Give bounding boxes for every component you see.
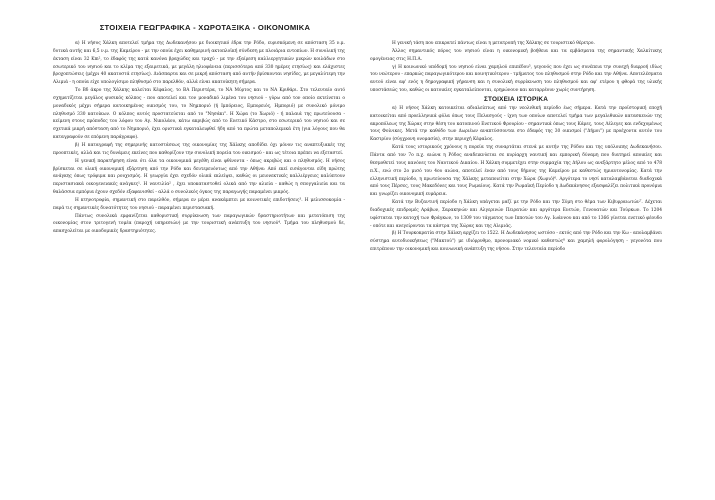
- paragraph: Κατά την Βυζαντινή περίοδο η Χάλκη υπάγεται μαζί με την Ρόδο και την Σύμη στο θέμα των Κιβυρραιωτών⁷. Δέχεται διαδοχικές επιδρομές Αράβων, Σαρακηνών και Αλγερινών Πειρατών και αργότερα Ενετών, Γενουατών και Τούρκων. Το 1204 υφίσταται την κατοχή των Φράγκων, το 1309 του τάγματος των Ιπποτών του Αγ. Ιωάννου και από το 1366 γίνεται ενετικό φέουδο - οπότε και ανεγείρονται τα κάστρα της Χώρας και της Αλιμιάς.: [370, 200, 662, 229]
- paragraph: α) Η νήσος Χάλκη αποτελεί τμήμα της Δωδεκανήσου με διοικητικό έδρα την Ρόδο, ευρισκόμενη σε απόσταση 35 ν.μ. δυτικά αυτής και 6,5 ν.μ. της Καμείρου - με την οποία έχει καθημερινή ακτοπλοϊκή σύνδεση με πλοιάρια εντοπίων. Η συνολική της έκταση είναι 32 Km², το έδαφός της κατά κανόνα βραχώδες και τραχύ - με την εξαίρεση καλλιεργητικών μικρών κοιλάδων στο εσωτερικό του νησιού και το κλίμα της εξαιρετικά, με μεγάλη ηλιοφάνεια (περισσότερα από 330 ημέρες ετησίως) και ελάχιστες βροχοπτώσεις (μέχρι 40 ακατοστά ετησίως). Διάσπαρτα και σε μικρή απόσταση από αυτήν βρίσκονται νησίδες, με μεγαλύτερη την Αλιμιά - η οποία είχε υπολογίσιμο πληθυσμό στο παρελθόν, αλλά είναι ακατοίκητη σήμερα.: [53, 41, 345, 86]
- paragraph: β) Η καταγραφή της σημερινής κατοστάσεως της οικονομίας της Χάλκης αποδίδει όχι μόνον τις αναπτυξιακές της προοπτικές, αλλά και τις δυνάμεις εκείνες που καθορίζουν την συνολική πορεία του οικισμού - και ως τέτοια πρέπει να εξεταστεί.: [53, 142, 345, 156]
- paragraph: Η γενική παρατήρηση είναι ότι όλα τα οικονομικά μεγέθη είναι φθίνοντα - όπως ακριβώς και ο πληθυσμός. Η νήσος βρίσκεται σε ολική οικονομική εξάρτηση από την Ρόδο και δευτερευόντως από την Αθήνα: Από εκεί εισάγονται είδη πρώτης ανάγκης όπως τρόφιμα και ρουχισμός. Η γεωργία έχει σχεδόν ολικά εκλείψει, καθώς οι μειονεκτικές καλλιέργειες καλύπτουν περιστασιακά οικογενειακές ανάγκες¹. Η ναυτιλία² , έχει υποκαταστοθεί ολικά από την αλιεία - καθώς η σπογγαλιεία και τα θαλάσσια εμπόρια έχουν σχεδόν εξαφανισθεί - αλλά ο συνολικός όγκος της παραγωγής παραμένει μικρός.: [53, 158, 345, 196]
- section-heading: ΣΤΟΙΧΕΙΑ ΙΣΤΟΡΙΚΑ: [483, 95, 549, 103]
- paragraph: Κατά τους ιστορικούς χρόνους η πορεία της συναρτάται στενά με αυτήν της Ρόδου και της υπόλοιπης Δωδεκανήσου. Πάντα από τον 7ο π.χ. αιώνα η Ρόδος αναδεικνύεται σε κυρίαρχη ναυτική και εμπορική δύναμη που διατηρεί αποικίες και θεσμοθετεί τους κανόνες του Ναυτικού Δικαίου. Η Χάλκη συμμετέχει στην συμμαχία της Δήλου ως ανεξάρτητο μέλος από το 478 π.Χ., ενώ στο 2ο μισό του 4ου αιώνα, αποτελεί έναν από τους δήμους της Καμείρου με καθεστώς ημιαυτονομίας. Κατά την ελληνιστική περίοδο, η πρωτεύουσα της Χάλκης μεταποιείται στην Χώρα (Χωριό)⁶. Αργότερα το νησί καταλαμβάνεται διαδοχικά από τους Πέρσες, τους Μακεδόνες και τους Ρωμαίους. Κατά την Ρωμαϊκή Περίοδο η Δωδεκάνησος εξασφαλίζει πολιτικά προνόμια και γνωρίζει οικονομική ευμάρεια.: [370, 145, 662, 198]
- paragraph: α) Η νήσος Χάλκη κατοικείται αδιαλείπτως από την νεολιθική περίοδο έως σήμερα. Κατά την προϊστορική εποχή κατοικείται από προελληνικά φύλα όπως τους Πελασγούς - ίχνη των οποίων αποτελεί τμήμα των μεγαλιθικών κατασκευών της ακροπόλεως της Χώρας στην θέση του κατοπινού Ενετικού Φρουρίου - σημαντικά όπως τους Κάρες, τους Λέλεγες και ενδεχομένως τους Φοίνικες. Μετά την καθόδο των Δωριέων αναπτύσσονται στο έδαφός της 30 οικισμοί ("Δήμοι") με προέχοντα αυτόν του Καστρίου (σύγχρονη ονομασία), στην περιοχή Κέφαλος.: [370, 105, 662, 143]
- paragraph: Άλλος σημαντικός πόρος του νησιού είναι η οικονομική βοήθεια και τα εμβάσματα της σημαντικής Χαλκίτικης ομογένειας στις Η.Π.Α.: [370, 48, 662, 62]
- left-column: [53, 40, 345, 236]
- right-column: [370, 40, 662, 254]
- paragraph: γ) Η κοινωνικό υπόδομή του νησιού είναι χαμηλού επιπέδου⁵, γεγονός που έχει ως συνέπεια την συνεχή διαρροή ιδίως του νεώτερου - επαρκώς παραγωγικότερου και κοινητικότερου - τμήματος του πληθυσμού στην Ρόδο και την Αθήνα. Αποτελέσματα αυτού είναι αφ' ενός η δημογραφική γήρανση και η συνολική συρρίκνωση του πληθυσμού και αφ' ετέρου η φθορά της υλικής υποστάσεώς του, καθώς οι κατοικίες εγκαταλείπονται, ερημώνουν και καταρρέουν χωρίς συντήρηση.: [370, 64, 662, 94]
- paragraph: β) Η Τουρκοκρατία στην Χάλκη αρχίζει το 1522. Η Δωδεκάνησος ωστόσο - εκτός από την Ρόδο και την Κω - απολαμβάνει σύστημα αυτοδιοικήσεως ("Μακτού") με ιδιόρρυθμο, προνομιακό νομικό καθεστώς⁸ και χαμηλή φορολόγηση - γεγονότα που επιτρέπουν την οικονομική και κοινωνική ανάπτυξη της νήσου. Στην τελευταία περίοδο: [370, 231, 662, 253]
- paragraph: Το Βδ άκρο της Χάλκης καλείται Κέφαλος, το ΒΑ Περιστέρα, το ΝΑ Μύρτος και το ΝΑ Κριθάρι. Στο τελευταίο αυτό σχηματίζεται μεγάλος φυσικός κόλπος - που αποτελεί και τον μοναδικό λιμένα του νησιού - γύρω από τον οποίο εκτείνεται ο μοναδικός μέχρι σήμερα κατοικημένος οικισμός του, το Νημποριό (ή Ιμπόρειος, Εμπορειός, Ημποριό) με συνολικό μόνιμο πληθυσμό 330 κατοίκων. Ο κόλπος αυτός προστατεύεται από το "Νησάκι". Η Χώρα (το Χωριό) - ή παλαιά της πρωτεύουσα - κείμενη στους πρόποδες του λόφου του Αγ. Νικολάου, κάτω ακριβώς από το Ενετικό Κάστρο, στο εσωτερικό του νησιού και σε σχετικά μικρή απόσταση από το Νημποριό, έχει οριστικά εγκαταλειφθεί ήδη από τα πρώτα μεταπολεμικά έτη (για λόγους που θα καταγραφούν σε επόμενη παράγραφο).: [53, 88, 345, 141]
- paragraph: Πάντως συνολικά εμφανίζεται καθοριστική συρρίκνωση των παραγωγικών δραστηριοτήτων και μετατόπιση της οικονομίας στον τριτογενή τομέα (παροχή υπηρεσιών) με την τουριστική ανάπτυξη του νησιού⁴. Τμήμα του πληθυσμού δε, απασχολείται με οικοδομικές δραστηριότητες.: [53, 213, 345, 235]
- page-title: ΣΤΟΙΧΕΙΑ ΓΕΩΓΡΑΦΙΚΑ - ΧΩΡΟΤΑΞΙΚΑ - ΟΙΚΟΝΟΜΙΚΑ: [99, 23, 311, 32]
- paragraph: Η κτηνοτροφία, σημαντική στο παρελθόν, σήμερα εν μέρει ανακάμπτει με κοινοτικές επιδοτήσεις³. Η μελισσοκομία - παρά τις σημαντικές δυνατότητες του νησιού - παραμένει περιστασιακή.: [53, 197, 345, 211]
- paragraph: Η γενική τάση που επικρατεί πάντως είναι η μετατροπή της Χάλκης σε τουριστικό θέρετρο.: [392, 41, 595, 46]
